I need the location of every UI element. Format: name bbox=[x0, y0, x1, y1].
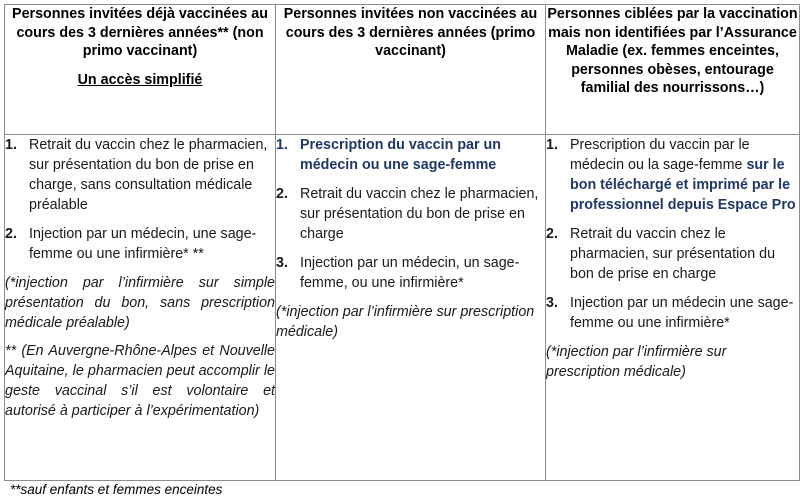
note-text: ** (En Auvergne-Rhône-Alpes et Nouvelle Aquitaine, le pharmacien peut accomplir le geste vaccinal s’il est volontaire et autorisé à participer à l’expérimentation) bbox=[5, 343, 275, 419]
step-text: Retrait du vaccin chez le pharmacien, sur présentation du bon de prise en charge bbox=[300, 186, 539, 242]
step-number: 1. bbox=[5, 137, 17, 153]
step-item bbox=[276, 135, 545, 175]
step-text: Injection par un médecin, une sage-femme ou une infirmière* ** bbox=[29, 226, 257, 262]
step-item bbox=[546, 293, 799, 333]
steps-list bbox=[5, 135, 275, 264]
header-non-identified bbox=[546, 5, 800, 135]
header-primo bbox=[276, 5, 546, 135]
header-title: Personnes ciblées par la vaccination mais non identifiées par l’Assurance Maladie (ex. femmes enceintes, personnes obèses, entourage familial des nourrissons…) bbox=[547, 6, 798, 96]
step-number: 3. bbox=[546, 295, 558, 311]
header-title: Personnes invitées déjà vaccinées au cours des 3 dernières années** (non primo vaccinant) bbox=[12, 6, 268, 59]
footnote: **sauf enfants et femmes enceintes bbox=[10, 482, 223, 497]
body-row bbox=[5, 135, 800, 481]
step-text: Injection par un médecin, un sage-femme, ou une infirmière* bbox=[300, 255, 520, 291]
step-text: Retrait du vaccin chez le pharmacien, sur présentation du bon de prise en charge bbox=[570, 226, 776, 282]
steps-list bbox=[546, 135, 799, 333]
step-number: 1. bbox=[276, 137, 288, 153]
note-text: (*injection par l’infirmière sur simple présentation du bon, sans prescription médicale préalable) bbox=[5, 275, 275, 331]
step-text: Retrait du vaccin chez le pharmacien, sur présentation du bon de prise en charge, sans consultation médicale préalable bbox=[29, 137, 268, 213]
step-item bbox=[546, 135, 799, 215]
steps-list bbox=[276, 135, 545, 293]
step-item bbox=[5, 224, 275, 264]
step-item bbox=[5, 135, 275, 215]
step-number: 3. bbox=[276, 255, 288, 271]
vaccination-table bbox=[4, 4, 800, 481]
step-number: 2. bbox=[546, 226, 558, 242]
step-number: 2. bbox=[276, 186, 288, 202]
step-text: Prescription du vaccin par un médecin ou une sage-femme bbox=[300, 137, 502, 173]
step-item bbox=[546, 224, 799, 284]
header-subtitle: Un accès simplifié bbox=[77, 71, 203, 88]
header-non-primo bbox=[5, 5, 276, 135]
header-row bbox=[5, 5, 800, 135]
step-item bbox=[276, 184, 545, 244]
step-text: Prescription du vaccin par le médecin ou la sage-femme bbox=[570, 137, 750, 173]
note-text: (*injection par l’infirmière sur prescription médicale) bbox=[546, 344, 727, 380]
column-non-identified bbox=[546, 135, 800, 481]
header-title: Personnes invitées non vaccinées au cours des 3 dernières années (primo vaccinant) bbox=[283, 6, 538, 59]
step-item bbox=[276, 253, 545, 293]
step-text-highlight: sur le bon téléchargé et imprimé par le professionnel depuis Espace Pro bbox=[570, 157, 796, 213]
column-non-primo bbox=[5, 135, 276, 481]
step-number: 1. bbox=[546, 137, 558, 153]
note-text: (*injection par l’infirmière sur prescription médicale) bbox=[276, 304, 535, 340]
step-number: 2. bbox=[5, 226, 17, 242]
step-text: Injection par un médecin une sage-femme ou une infirmière* bbox=[570, 295, 794, 331]
column-primo bbox=[276, 135, 546, 481]
